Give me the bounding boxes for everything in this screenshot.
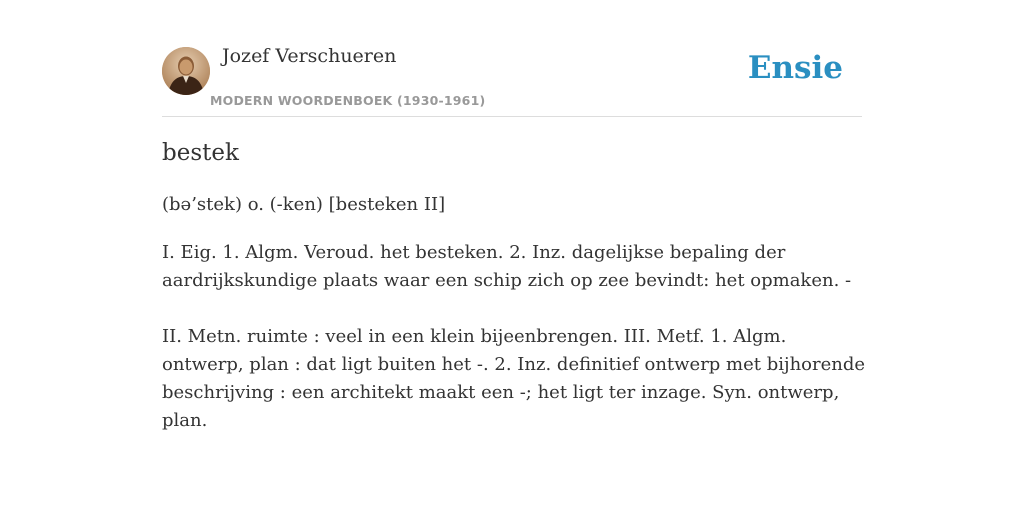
portrait-photo-icon — [162, 47, 210, 95]
entry-card — [162, 0, 866, 512]
ensie-logo[interactable]: Ensie — [747, 50, 843, 86]
entry-pronunciation: (bə’stek) o. (-ken) [besteken II] — [162, 194, 446, 215]
source-title[interactable]: MODERN WOORDENBOEK (1930-1961) — [210, 93, 486, 108]
entry-term: bestek — [162, 140, 239, 166]
author-name[interactable]: Jozef Verschueren — [222, 45, 397, 67]
definition-paragraph: I. Eig. 1. Algm. Veroud. het besteken. 2. Inz. dagelijkse bepaling der aardrijkskundige plaats waar een schip zich op zee bevindt: het opmaken. - — [162, 242, 852, 291]
definition-paragraph: II. Metn. ruimte : veel in een klein bijeenbrengen. III. Metf. 1. Algm. ontwerp, plan : dat ligt buiten het -. 2. Inz. definitief ontwerp met bijhorende beschrijving : een architekt maakt een -; het ligt ter inzage. Syn. ontwerp, plan. — [162, 326, 866, 431]
entry-header — [162, 0, 862, 117]
author-avatar[interactable] — [162, 47, 210, 95]
